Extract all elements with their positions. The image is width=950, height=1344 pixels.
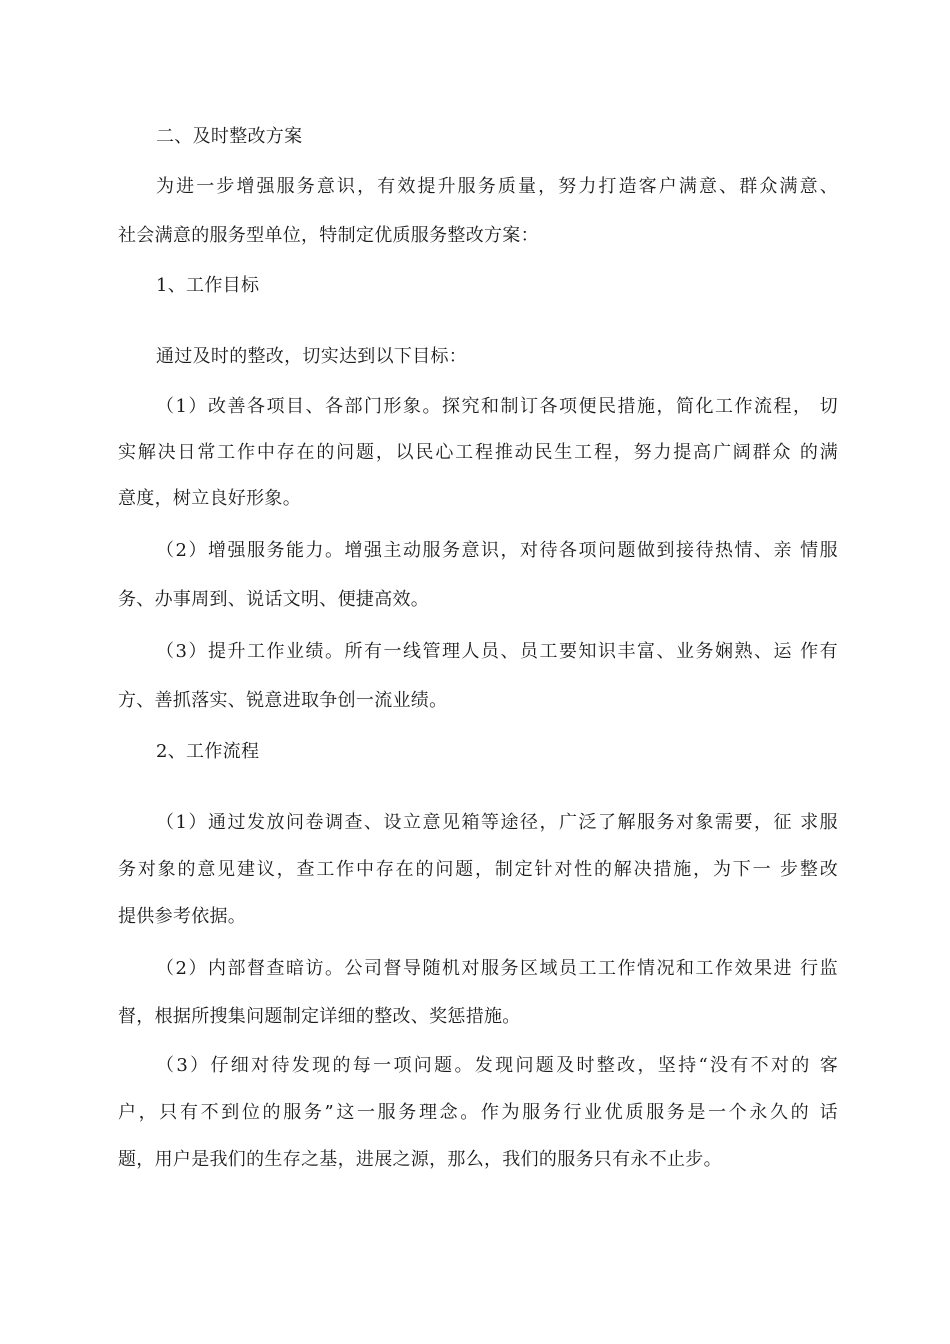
goal-1-line-2: 实解决日常工作中存在的问题，以民心工程推动民生工程，努力提高广阔群众 的满 — [118, 442, 838, 463]
section-heading: 二、及时整改方案 — [156, 126, 303, 147]
goal-1-line-1: （1）改善各项目、各部门形象。探究和制订各项便民措施，简化工作流程， 切 — [156, 396, 838, 417]
process-1-line-1: （1）通过发放问卷调查、设立意见箱等途径，广泛了解服务对象需要，征 求服 — [156, 812, 838, 833]
goal-3-line-1: （3）提升工作业绩。所有一线管理人员、员工要知识丰富、业务娴熟、运 作有 — [156, 641, 838, 662]
process-2-line-2: 督，根据所搜集问题制定详细的整改、奖惩措施。 — [118, 1006, 521, 1027]
process-3-line-1: （3）仔细对待发现的每一项问题。发现问题及时整改，坚持“没有不对的 客 — [156, 1055, 838, 1076]
process-1-line-3: 提供参考依据。 — [118, 906, 247, 927]
process-1-line-2: 务对象的意见建议，查工作中存在的问题，制定针对性的解决措施，为下一 步整改 — [118, 859, 838, 880]
intro-line-1: 为进一步增强服务意识，有效提升服务质量，努力打造客户满意、群众满意、 — [156, 176, 838, 197]
goal-1-line-3: 意度，树立良好形象。 — [118, 488, 301, 509]
process-2-line-1: （2）内部督查暗访。公司督导随机对服务区域员工工作情况和工作效果进 行监 — [156, 958, 838, 979]
goal-2-line-1: （2）增强服务能力。增强主动服务意识，对待各项问题做到接待热情、亲 情服 — [156, 540, 838, 561]
process-3-line-2: 户，只有不到位的服务”这一服务理念。作为服务行业优质服务是一个永久的 话 — [118, 1102, 838, 1123]
goal-heading: 1、工作目标 — [156, 275, 260, 296]
process-3-line-3: 题，用户是我们的生存之基，进展之源，那么，我们的服务只有永不止步。 — [118, 1149, 722, 1170]
goal-intro: 通过及时的整改，切实达到以下目标： — [156, 346, 468, 367]
goal-3-line-2: 方、善抓落实、锐意进取争创一流业绩。 — [118, 690, 448, 711]
goal-2-line-2: 务、办事周到、说话文明、便捷高效。 — [118, 589, 430, 610]
process-heading: 2、工作流程 — [156, 741, 260, 762]
intro-line-2: 社会满意的服务型单位，特制定优质服务整改方案： — [118, 225, 539, 246]
